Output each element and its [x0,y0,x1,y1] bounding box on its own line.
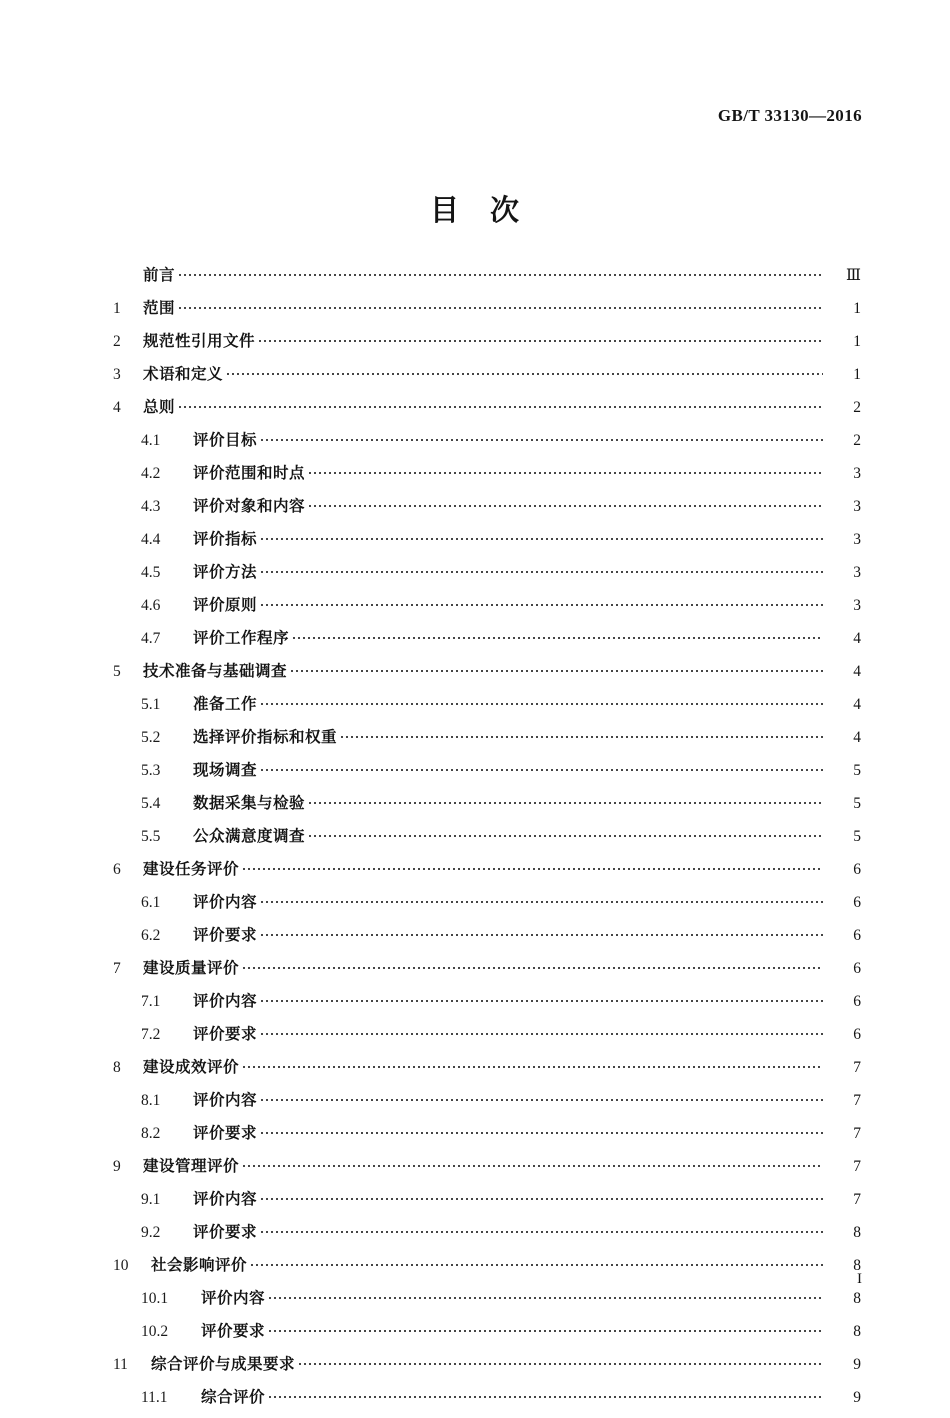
toc-entry-number: 11.1 [141,1389,168,1406]
toc-dot-leader [179,298,823,314]
toc-dot-leader [261,1189,823,1205]
toc-entry[interactable] [113,1385,861,1418]
page-title [0,188,950,229]
toc-entry[interactable] [113,956,861,989]
toc-entry-page-number: 7 [853,1059,861,1076]
toc-entry-page-number: 9 [853,1356,861,1373]
toc-entry-number: 6.1 [141,894,161,911]
toc-dot-leader [309,826,823,842]
toc-entry-page-number: 6 [853,894,861,911]
toc-entry-label: 评价内容 [193,992,258,1010]
toc-entry-number: 5.5 [141,828,161,845]
toc-dot-leader [243,1156,823,1172]
toc-entry-label: 评价要求 [193,1025,258,1043]
toc-dot-leader [261,991,823,1007]
toc-entry-page-number: 2 [853,399,861,416]
toc-entry-page-number: 8 [853,1290,861,1307]
toc-entry[interactable] [113,1022,861,1055]
toc-dot-leader [269,1387,823,1403]
toc-entry[interactable] [113,395,861,428]
toc-entry[interactable] [113,494,861,527]
toc-entry[interactable] [113,1220,861,1253]
toc-entry[interactable] [113,593,861,626]
toc-entry-number: 4.7 [141,630,161,647]
toc-entry-page-number: 3 [853,498,861,515]
toc-dot-leader [293,628,823,644]
toc-entry-page-number: 6 [853,1026,861,1043]
toc-entry-page-number: 3 [853,531,861,548]
toc-entry-label: 评价要求 [193,1223,258,1241]
toc-entry-page-number: 6 [853,960,861,977]
toc-entry-label: 评价范围和时点 [193,464,306,482]
toc-entry-label: 评价方法 [193,563,258,581]
page-title-char-2: 次 [490,193,521,227]
toc-entry-label: 评价目标 [193,431,258,449]
toc-dot-leader [259,331,823,347]
toc-dot-leader [299,1354,823,1370]
toc-entry-number: 4 [113,399,121,416]
toc-entry-number: 4.5 [141,564,161,581]
toc-entry[interactable] [113,857,861,890]
toc-dot-leader [269,1321,823,1337]
toc-entry-label: 范围 [143,299,176,317]
toc-entry-number: 10.1 [141,1290,169,1307]
toc-entry-number: 5.4 [141,795,161,812]
toc-entry-label: 前言 [143,266,176,284]
toc-entry-number: 9.1 [141,1191,161,1208]
toc-dot-leader [309,496,823,512]
toc-entry-page-number: 4 [853,663,861,680]
toc-entry-label: 建设质量评价 [143,959,240,977]
toc-entry-label: 现场调查 [193,761,258,779]
toc-entry-page-number: 5 [853,762,861,779]
toc-dot-leader [261,760,823,776]
toc-entry-label: 评价内容 [193,893,258,911]
toc-entry-number: 8.1 [141,1092,161,1109]
toc-entry-label: 评价指标 [193,530,258,548]
toc-entry-label: 建设任务评价 [143,860,240,878]
toc-entry-number: 8.2 [141,1125,161,1142]
toc-entry-number: 5.2 [141,729,161,746]
toc-entry-label: 准备工作 [193,695,258,713]
toc-entry-number: 7.2 [141,1026,161,1043]
toc-entry-label: 术语和定义 [143,365,224,383]
toc-entry[interactable] [113,692,861,725]
toc-entry-number: 9 [113,1158,121,1175]
toc-entry[interactable] [113,1088,861,1121]
toc-entry[interactable] [113,758,861,791]
toc-entry-page-number: 7 [853,1191,861,1208]
toc-entry-page-number: 5 [853,828,861,845]
toc-entry-number: 5.3 [141,762,161,779]
toc-entry-page-number: 4 [853,696,861,713]
toc-entry-label: 评价工作程序 [193,629,290,647]
toc-entry-number: 7.1 [141,993,161,1010]
toc-entry-page-number: 1 [853,366,861,383]
toc-entry-label: 建设成效评价 [143,1058,240,1076]
toc-entry-page-number: 3 [853,465,861,482]
toc-entry-number: 7 [113,960,121,977]
toc-entry-page-number: 4 [853,729,861,746]
toc-entry-page-number: 8 [853,1224,861,1241]
toc-entry-label: 公众满意度调查 [193,827,306,845]
toc-entry-label: 综合评价与成果要求 [151,1355,296,1373]
toc-dot-leader [261,892,823,908]
toc-entry[interactable] [113,626,861,659]
toc-entry[interactable] [113,791,861,824]
toc-entry[interactable] [113,989,861,1022]
toc-entry-number: 9.2 [141,1224,161,1241]
toc-entry-label: 技术准备与基础调查 [143,662,288,680]
toc-entry-number: 10.2 [141,1323,169,1340]
toc-entry-page-number: 1 [853,333,861,350]
toc-entry-label: 评价要求 [201,1322,266,1340]
toc-entry-number: 3 [113,366,121,383]
toc-entry-page-number: 6 [853,861,861,878]
toc-entry-page-number: 6 [853,927,861,944]
toc-entry-page-number: 8 [853,1257,861,1274]
toc-entry-label: 规范性引用文件 [143,332,256,350]
toc-entry[interactable] [113,1154,861,1187]
toc-entry-label: 建设管理评价 [143,1157,240,1175]
toc-dot-leader [261,1123,823,1139]
toc-entry-label: 综合评价 [201,1388,266,1406]
toc-entry-label: 评价要求 [193,1124,258,1142]
toc-entry-number: 5.1 [141,696,161,713]
toc-entry[interactable] [113,1187,861,1220]
toc-entry-page-number: 6 [853,993,861,1010]
toc-entry-label: 评价内容 [201,1289,266,1307]
toc-dot-leader [291,661,823,677]
toc-entry[interactable] [113,1286,861,1319]
toc-entry-label: 社会影响评价 [151,1256,248,1274]
toc-entry-label: 选择评价指标和权重 [193,728,338,746]
standard-code-header: GB/T 33130—2016 [717,106,862,125]
toc-entry-label: 数据采集与检验 [193,794,306,812]
toc-entry[interactable] [113,1352,861,1385]
toc-entry[interactable] [113,890,861,923]
toc-entry-number: 6.2 [141,927,161,944]
toc-entry-number: 1 [113,300,121,317]
toc-entry[interactable] [113,923,861,956]
toc-entry-number: 4.1 [141,432,161,449]
toc-entry-page-number: 2 [853,432,861,449]
toc-dot-leader [179,265,823,281]
toc-entry-page-number: 5 [853,795,861,812]
toc-entry[interactable] [113,362,861,395]
toc-entry-page-number: 3 [853,564,861,581]
toc-dot-leader [243,1057,823,1073]
toc-dot-leader [261,925,823,941]
toc-entry-page-number: 3 [853,597,861,614]
toc-dot-leader [227,364,823,380]
toc-dot-leader [269,1288,823,1304]
toc-entry[interactable] [113,659,861,692]
toc-entry-number: 10 [113,1257,129,1274]
page-title-char-1: 目 [429,193,460,227]
toc-entry[interactable] [113,725,861,758]
toc-entry[interactable] [113,296,861,329]
toc-dot-leader [261,1024,823,1040]
toc-entry-number: 8 [113,1059,121,1076]
toc-entry-label: 评价内容 [193,1091,258,1109]
toc-dot-leader [261,694,823,710]
toc-dot-leader [261,1090,823,1106]
toc-entry[interactable] [113,1121,861,1154]
toc-dot-leader [179,397,823,413]
toc-entry-number: 6 [113,861,121,878]
toc-dot-leader [261,595,823,611]
page-folio: I [857,1271,862,1287]
table-of-contents [113,263,861,1418]
toc-entry-number: 4.3 [141,498,161,515]
toc-entry[interactable] [113,1253,861,1286]
toc-entry[interactable] [113,560,861,593]
toc-entry[interactable] [113,1319,861,1352]
toc-entry-page-number: 9 [853,1389,861,1406]
toc-entry-number: 2 [113,333,121,350]
toc-entry[interactable] [113,428,861,461]
toc-dot-leader [261,529,823,545]
toc-dot-leader [309,793,823,809]
toc-entry-number: 5 [113,663,121,680]
toc-entry-page-number: 7 [853,1092,861,1109]
toc-dot-leader [261,430,823,446]
toc-entry-label: 评价内容 [193,1190,258,1208]
toc-entry-number: 11 [113,1356,128,1373]
toc-entry[interactable] [113,1055,861,1088]
toc-dot-leader [243,859,823,875]
toc-entry-number: 4.6 [141,597,161,614]
toc-entry-label: 总则 [143,398,176,416]
toc-entry-page-number: Ⅲ [846,267,861,284]
toc-entry-page-number: 4 [853,630,861,647]
toc-dot-leader [309,463,823,479]
toc-dot-leader [261,562,823,578]
toc-dot-leader [261,1222,823,1238]
toc-entry-label: 评价原则 [193,596,258,614]
toc-entry-page-number: 8 [853,1323,861,1340]
toc-dot-leader [251,1255,823,1271]
toc-dot-leader [243,958,823,974]
toc-entry-label: 评价对象和内容 [193,497,306,515]
toc-entry[interactable] [113,527,861,560]
toc-entry-number: 4.2 [141,465,161,482]
toc-entry-number: 4.4 [141,531,161,548]
toc-entry[interactable] [113,263,861,296]
toc-entry[interactable] [113,824,861,857]
toc-entry[interactable] [113,461,861,494]
toc-dot-leader [341,727,823,743]
toc-entry-page-number: 1 [853,300,861,317]
toc-entry[interactable] [113,329,861,362]
toc-entry-label: 评价要求 [193,926,258,944]
toc-entry-page-number: 7 [853,1158,861,1175]
toc-entry-page-number: 7 [853,1125,861,1142]
